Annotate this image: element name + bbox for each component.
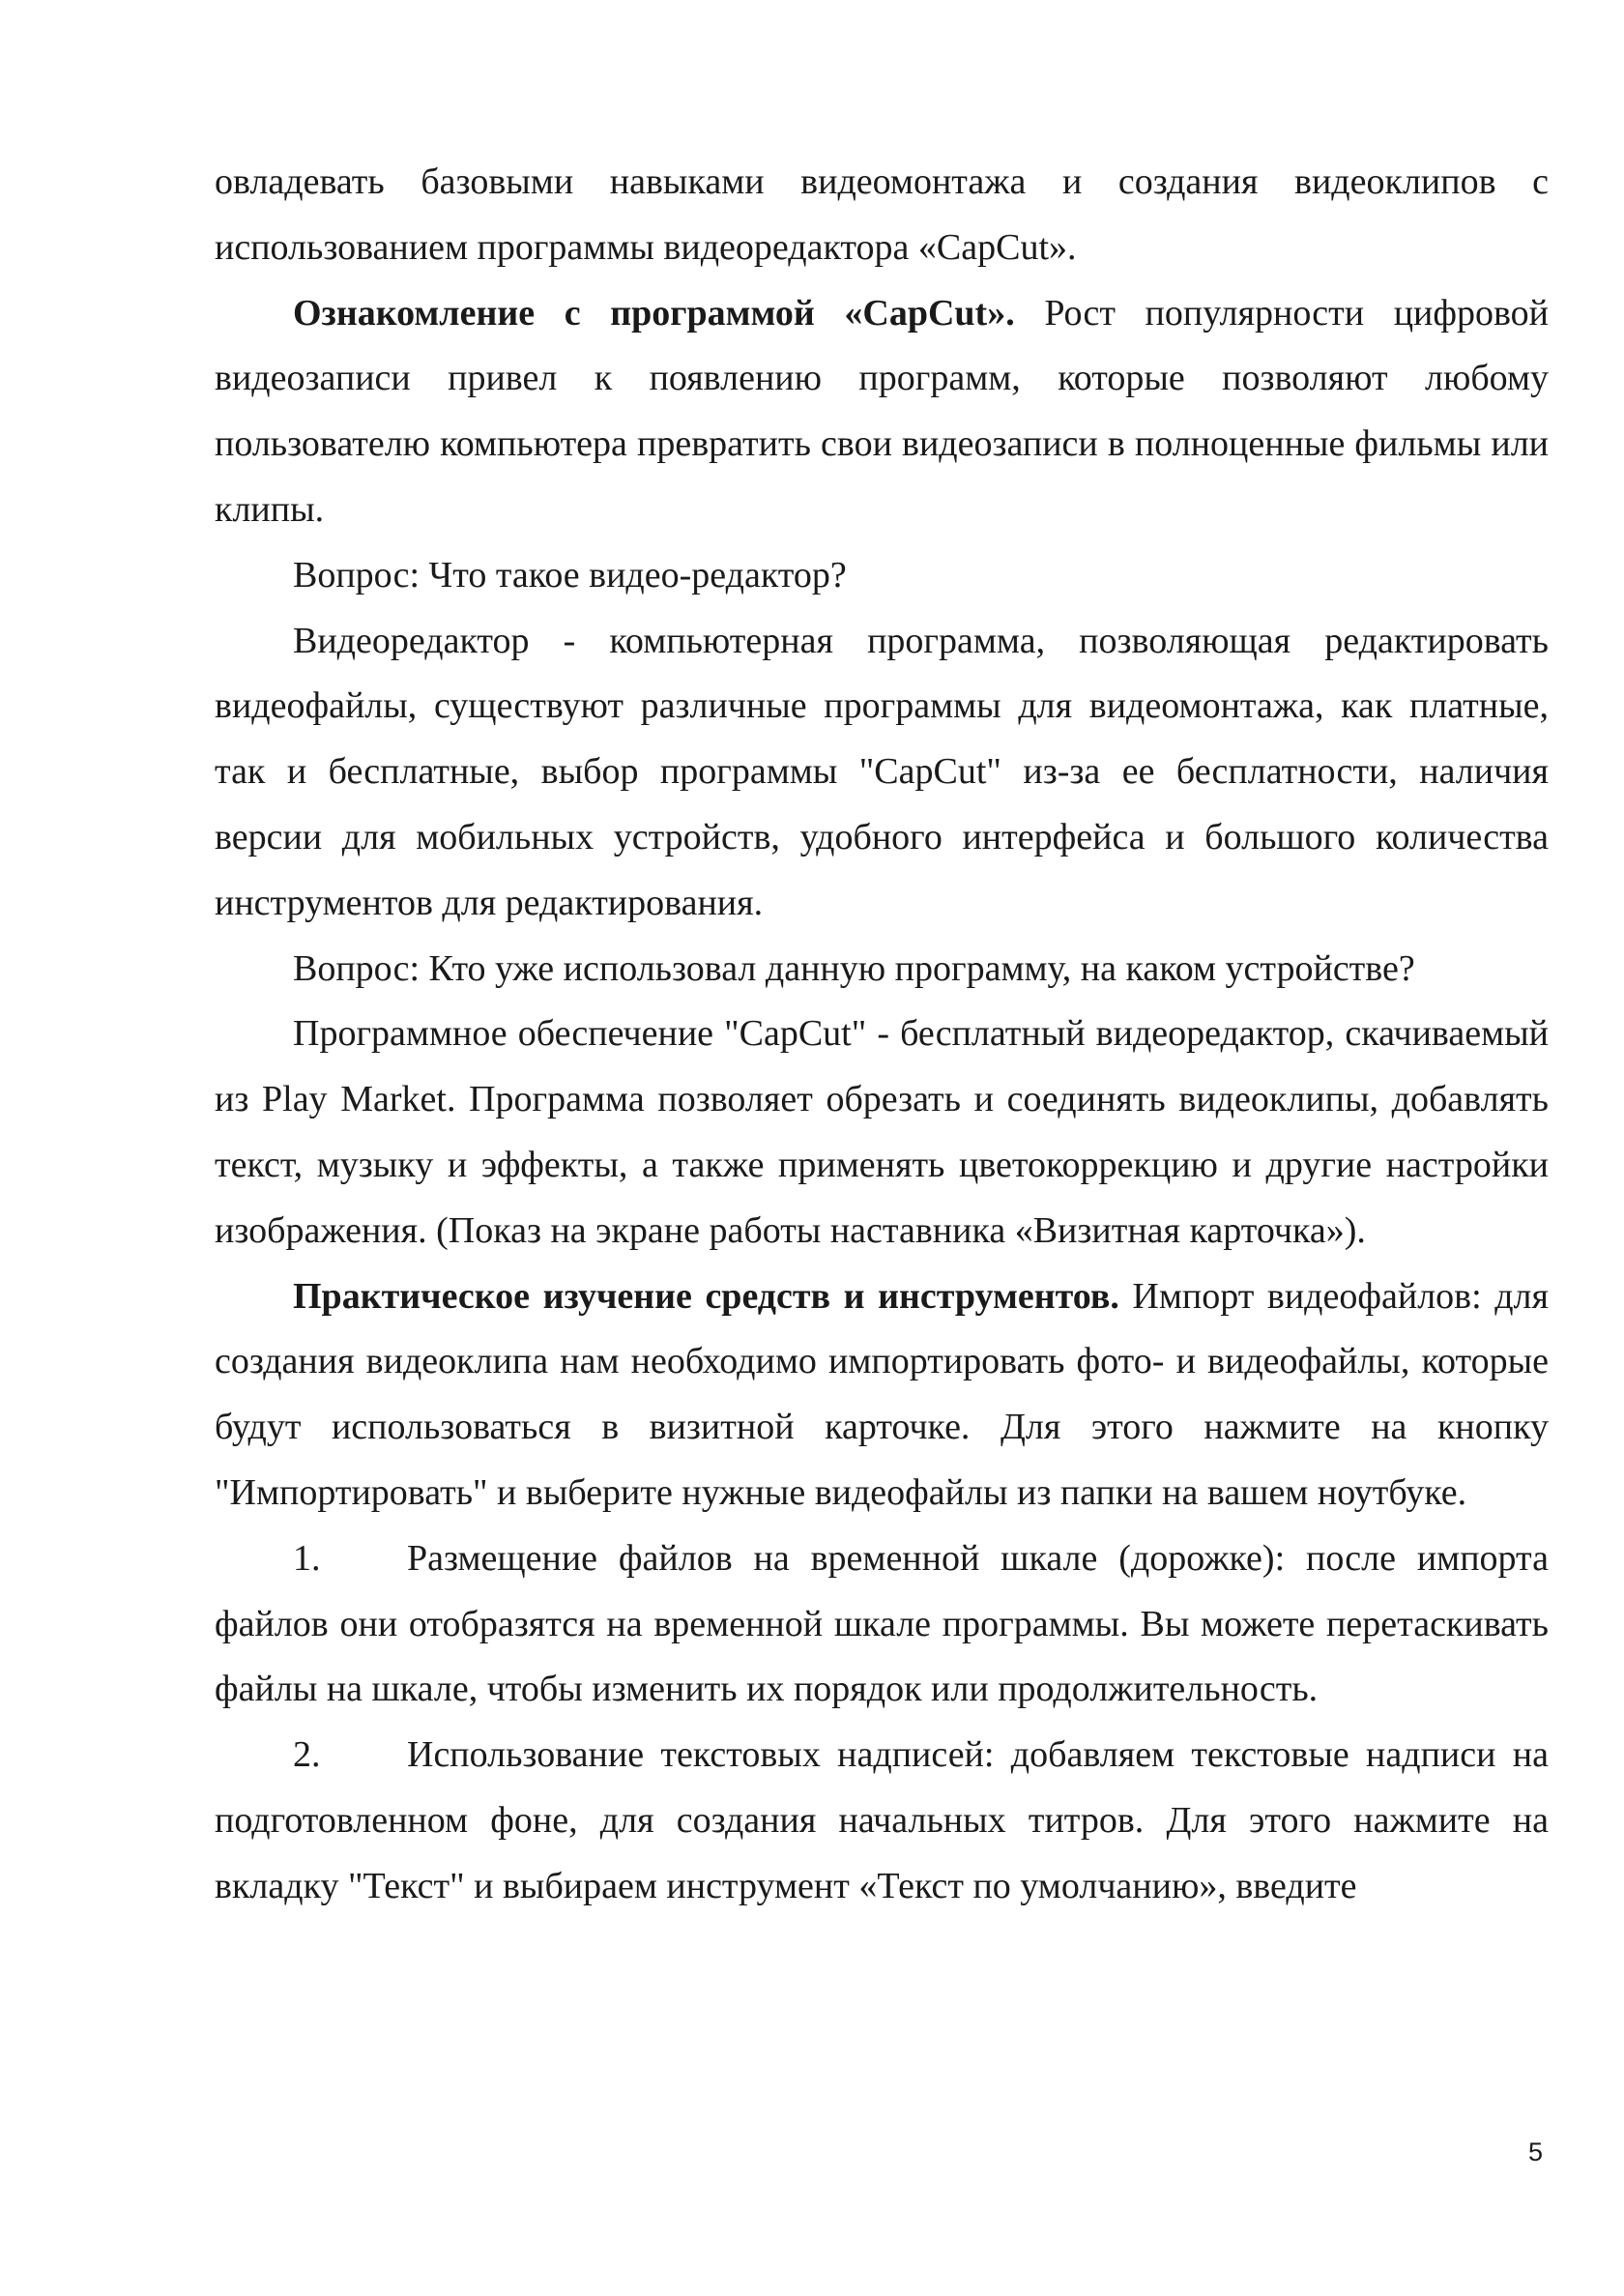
section-heading: Практическое изучение средств и инструментов.: [293, 1275, 1119, 1317]
list-text: Размещение файлов на временной шкале (дорожке): после импорта файлов они отобразятся на временной шкале программы. Вы можете перетаскивать файлы на шкале, чтобы изменить их порядок или продолжительность.: [215, 1537, 1549, 1710]
list-number: 1.: [293, 1537, 321, 1579]
list-item: [215, 1723, 1549, 1919]
list-number: 2.: [293, 1734, 321, 1776]
question: Вопрос: Что такое видео-редактор?: [293, 554, 847, 596]
section-heading: Ознакомление с программой «CapCut».: [293, 292, 1015, 334]
paragraph-intro-capcut: [215, 281, 1549, 543]
question: Вопрос: Кто уже использовал данную программу, на каком устройстве?: [293, 947, 1415, 989]
paragraph: Видеоредактор - компьютерная программа, позволяющая редактировать видеофайлы, существуют различные программы для видеомонтажа, как платные, так и бесплатные, выбор программы "CapCut" из-за ее бесплатности, наличия версии для мобильных устройств, удобного интерфейса и большого количества инструментов для редактирования.: [215, 620, 1549, 923]
document-body: [215, 150, 1549, 1920]
paragraph: Программное обеспечение "CapCut" - бесплатный видеоредактор, скачиваемый из Play Market. Программа позволяет обрезать и соединять видеоклипы, добавлять текст, музыку и эффекты, а также применять цветокоррекцию и другие настройки изображения. (Показ на экране работы наставника «Визитная карточка»).: [215, 1013, 1549, 1251]
paragraph-text: Импорт видеофайлов: для создания видеоклипа нам необходимо импортировать фото- и видеофайлы, которые будут использоваться в визитной карточке. Для этого нажмите на кнопку "Импортировать" и выберите нужные видеофайлы из папки на вашем ноутбуке.: [215, 1275, 1549, 1513]
paragraph-text: Рост популярности цифровой видеозаписи привел к появлению программ, которые позволяют любому пользователю компьютера превратить свои видеозаписи в полноценные фильмы или клипы.: [215, 292, 1550, 530]
list-text: Использование текстовых надписей: добавляем текстовые надписи на подготовленном фоне, для создания начальных титров. Для этого нажмите на вкладку "Текст" и выбираем инструмент «Текст по умолчанию», введите: [215, 1734, 1549, 1906]
paragraph: овладевать базовыми навыками видеомонтажа и создания видеоклипов с использованием программы видеоредактора «CapCut».: [215, 161, 1549, 268]
list-item: [215, 1526, 1549, 1723]
page-number: 5: [1527, 2137, 1543, 2166]
paragraph-practical-study: [215, 1264, 1549, 1526]
